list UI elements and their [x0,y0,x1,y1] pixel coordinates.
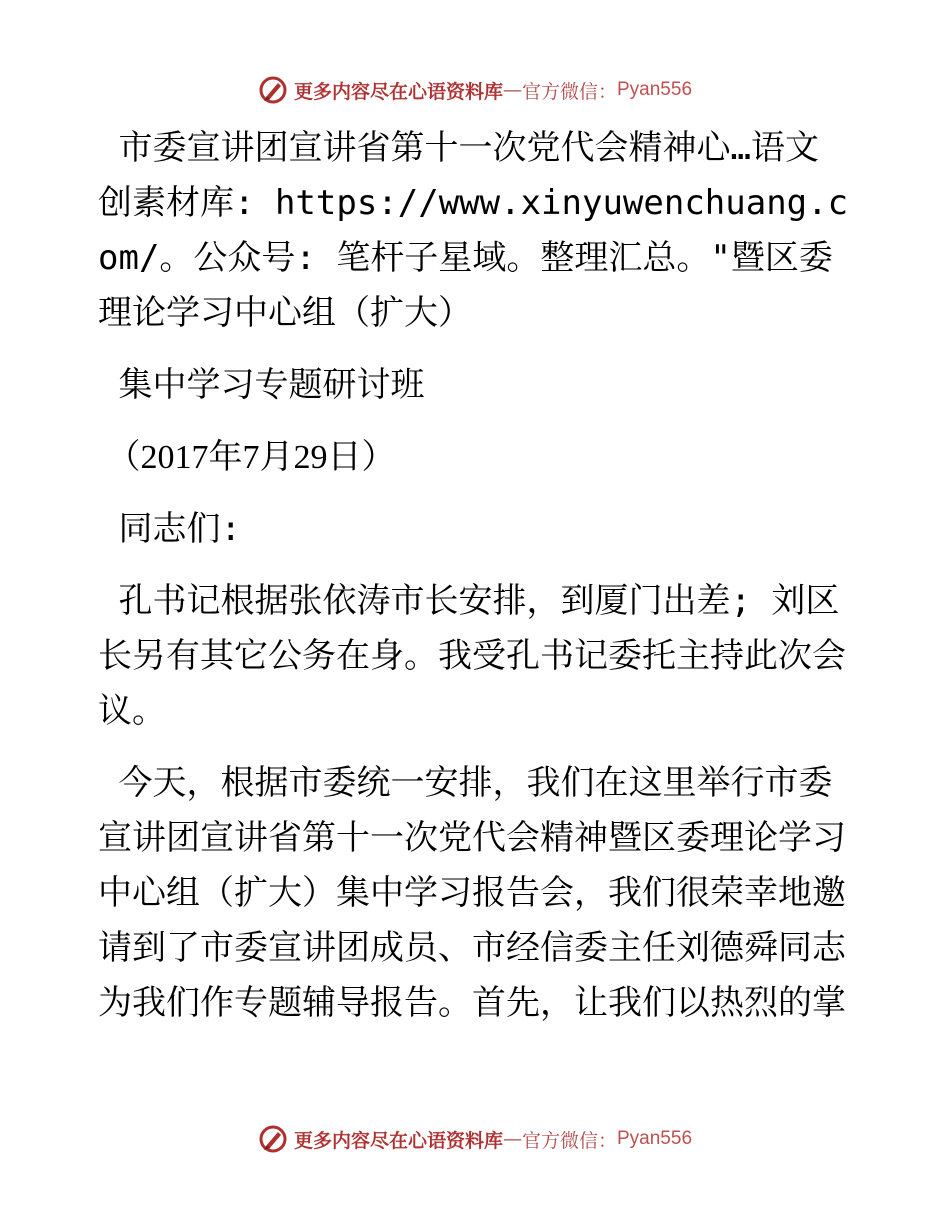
paragraph-title: 市委宣讲团宣讲省第十一次党代会精神心…语文创素材库: https://www.xinyuwenchuang.com/。公众号: 笔杆子星域。整理汇总。"暨区委理论学习中心组（扩大） [98,128,849,333]
banner-wechat-id: Pyan556 [617,1128,693,1149]
paragraph-body-2: 今天，根据市委统一安排，我们在这里举行市委宣讲团宣讲省第十一次党代会精神暨区委理论学习中心组（扩大）集中学习报告会，我们很荣幸地邀请到了市委宣讲团成员、市经信委主任刘德舜同志为我们作专题辅导报告。首先，让我们以热烈的掌 [98,763,846,1023]
pen-logo-icon [258,75,288,105]
banner-separator: — [502,79,522,101]
banner-main-text: 更多内容尽在心语资料库 [293,1129,503,1152]
banner-sub-text: 官方微信： [521,1129,617,1152]
paragraph-body-1: 孔书记根据张依涛市长安排，到厦门出差; 刘区长另有其它公务在身。我受孔书记委托主持此次会议。 [98,581,846,731]
document-body [98,121,852,1048]
pen-logo-icon [258,1124,288,1154]
banner-separator: — [502,1128,522,1150]
banner-sub-text: 官方微信： [521,80,617,103]
footer-banner [0,1119,950,1159]
paragraph-salutation: 同志们: [98,509,241,549]
paragraph-subtitle: 集中学习专题研讨班 [98,365,425,405]
banner-main-text: 更多内容尽在心语资料库 [293,80,503,103]
header-banner [0,70,950,110]
paragraph-date: （2017年7月29日） [98,439,396,476]
banner-wechat-id: Pyan556 [617,79,693,100]
